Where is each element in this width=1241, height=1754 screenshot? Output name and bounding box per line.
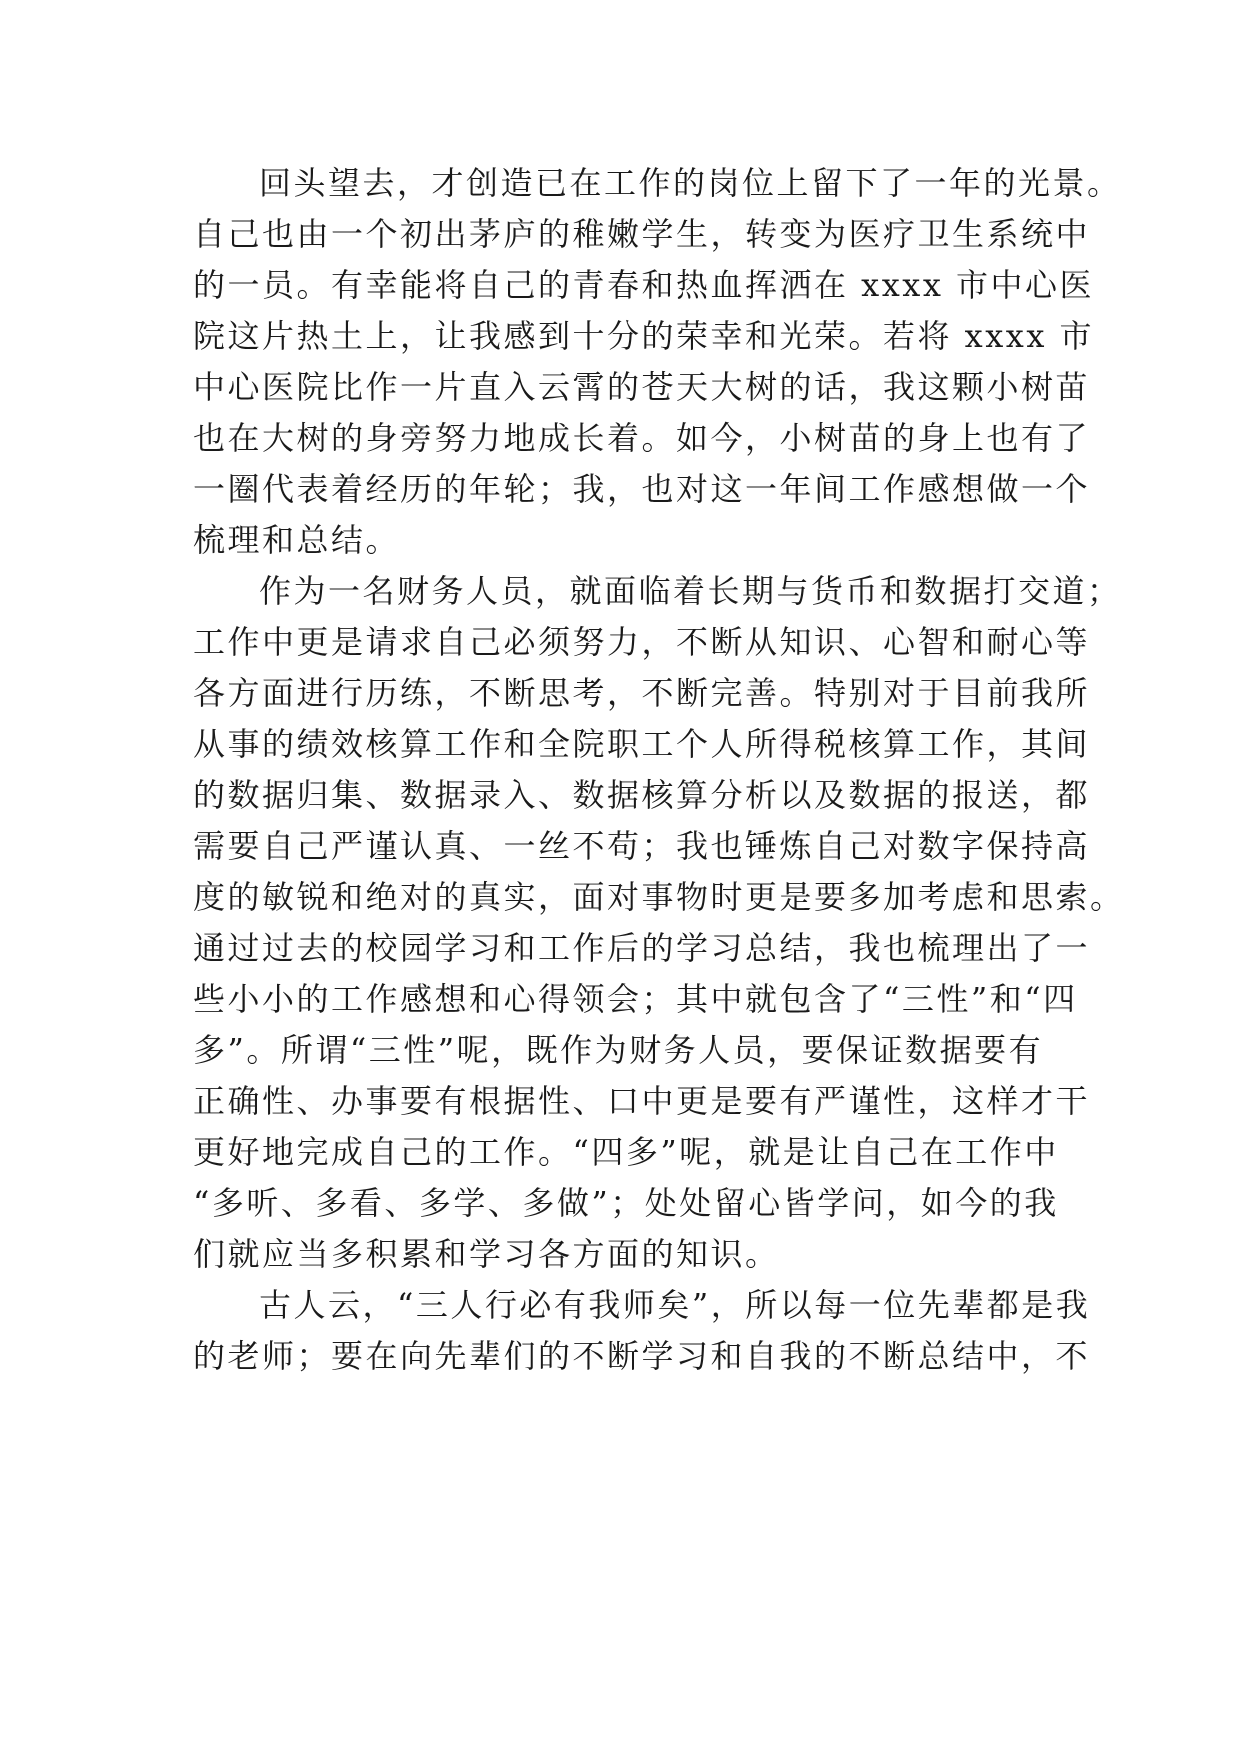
- paragraph-2-line-9: 些小小的工作感想和心得领会；其中就包含了“三性”和“四: [193, 980, 1078, 1018]
- paragraph-2-line-7: 度的敏锐和绝对的真实，面对事物时更是要多加考虑和思索。: [193, 878, 1125, 916]
- paragraph-2-line-4: 从事的绩效核算工作和全院职工个人所得税核算工作，其间: [193, 725, 1091, 763]
- paragraph-1-line-5: 中心医院比作一片直入云霄的苍天大树的话，我这颗小树苗: [193, 368, 1091, 406]
- paragraph-2-line-2: 工作中更是请求自己必须努力，不断从知识、心智和耐心等: [193, 623, 1091, 661]
- paragraph-1-line-1: 回头望去，才创造已在工作的岗位上留下了一年的光景。: [259, 164, 1122, 202]
- paragraph-2-line-5: 的数据归集、数据录入、数据核算分析以及数据的报送，都: [193, 776, 1091, 814]
- paragraph-2-line-1: 作为一名财务人员，就面临着长期与货币和数据打交道；: [259, 572, 1122, 610]
- paragraph-3-line-1: 古人云，“三人行必有我师矣”，所以每一位先辈都是我: [259, 1286, 1091, 1324]
- paragraph-1-line-7: 一圈代表着经历的年轮；我，也对这一年间工作感想做一个: [193, 470, 1091, 508]
- paragraph-2-line-13: “多听、多看、多学、多做”；处处留心皆学问，如今的我: [193, 1184, 1059, 1222]
- paragraph-2-line-6: 需要自己严谨认真、一丝不苟；我也锤炼自己对数字保持高: [193, 827, 1091, 865]
- paragraph-1-line-3: 的一员。有幸能将自己的青春和热血挥洒在 xxxx 市中心医: [193, 266, 1095, 304]
- paragraph-1-line-4: 院这片热土上，让我感到十分的荣幸和光荣。若将 xxxx 市: [193, 317, 1095, 355]
- paragraph-2-line-12: 更好地完成自己的工作。“四多”呢，就是让自己在工作中: [193, 1133, 1059, 1171]
- paragraph-2-line-10: 多”。所谓“三性”呢，既作为财务人员，要保证数据要有: [193, 1031, 1044, 1069]
- paragraph-1-line-6: 也在大树的身旁努力地成长着。如今，小树苗的身上也有了: [193, 419, 1091, 457]
- paragraph-2-line-14: 们就应当多积累和学习各方面的知识。: [193, 1235, 780, 1273]
- paragraph-2-line-3: 各方面进行历练，不断思考，不断完善。特别对于目前我所: [193, 674, 1091, 712]
- paragraph-1-line-8: 梳理和总结。: [193, 521, 401, 559]
- paragraph-3-line-2: 的老师；要在向先辈们的不断学习和自我的不断总结中，不: [193, 1337, 1091, 1375]
- paragraph-1-line-2: 自己也由一个初出茅庐的稚嫩学生，转变为医疗卫生系统中: [193, 215, 1091, 253]
- paragraph-2-line-8: 通过过去的校园学习和工作后的学习总结，我也梳理出了一: [193, 929, 1091, 967]
- paragraph-2-line-11: 正确性、办事要有根据性、口中更是要有严谨性，这样才干: [193, 1082, 1091, 1120]
